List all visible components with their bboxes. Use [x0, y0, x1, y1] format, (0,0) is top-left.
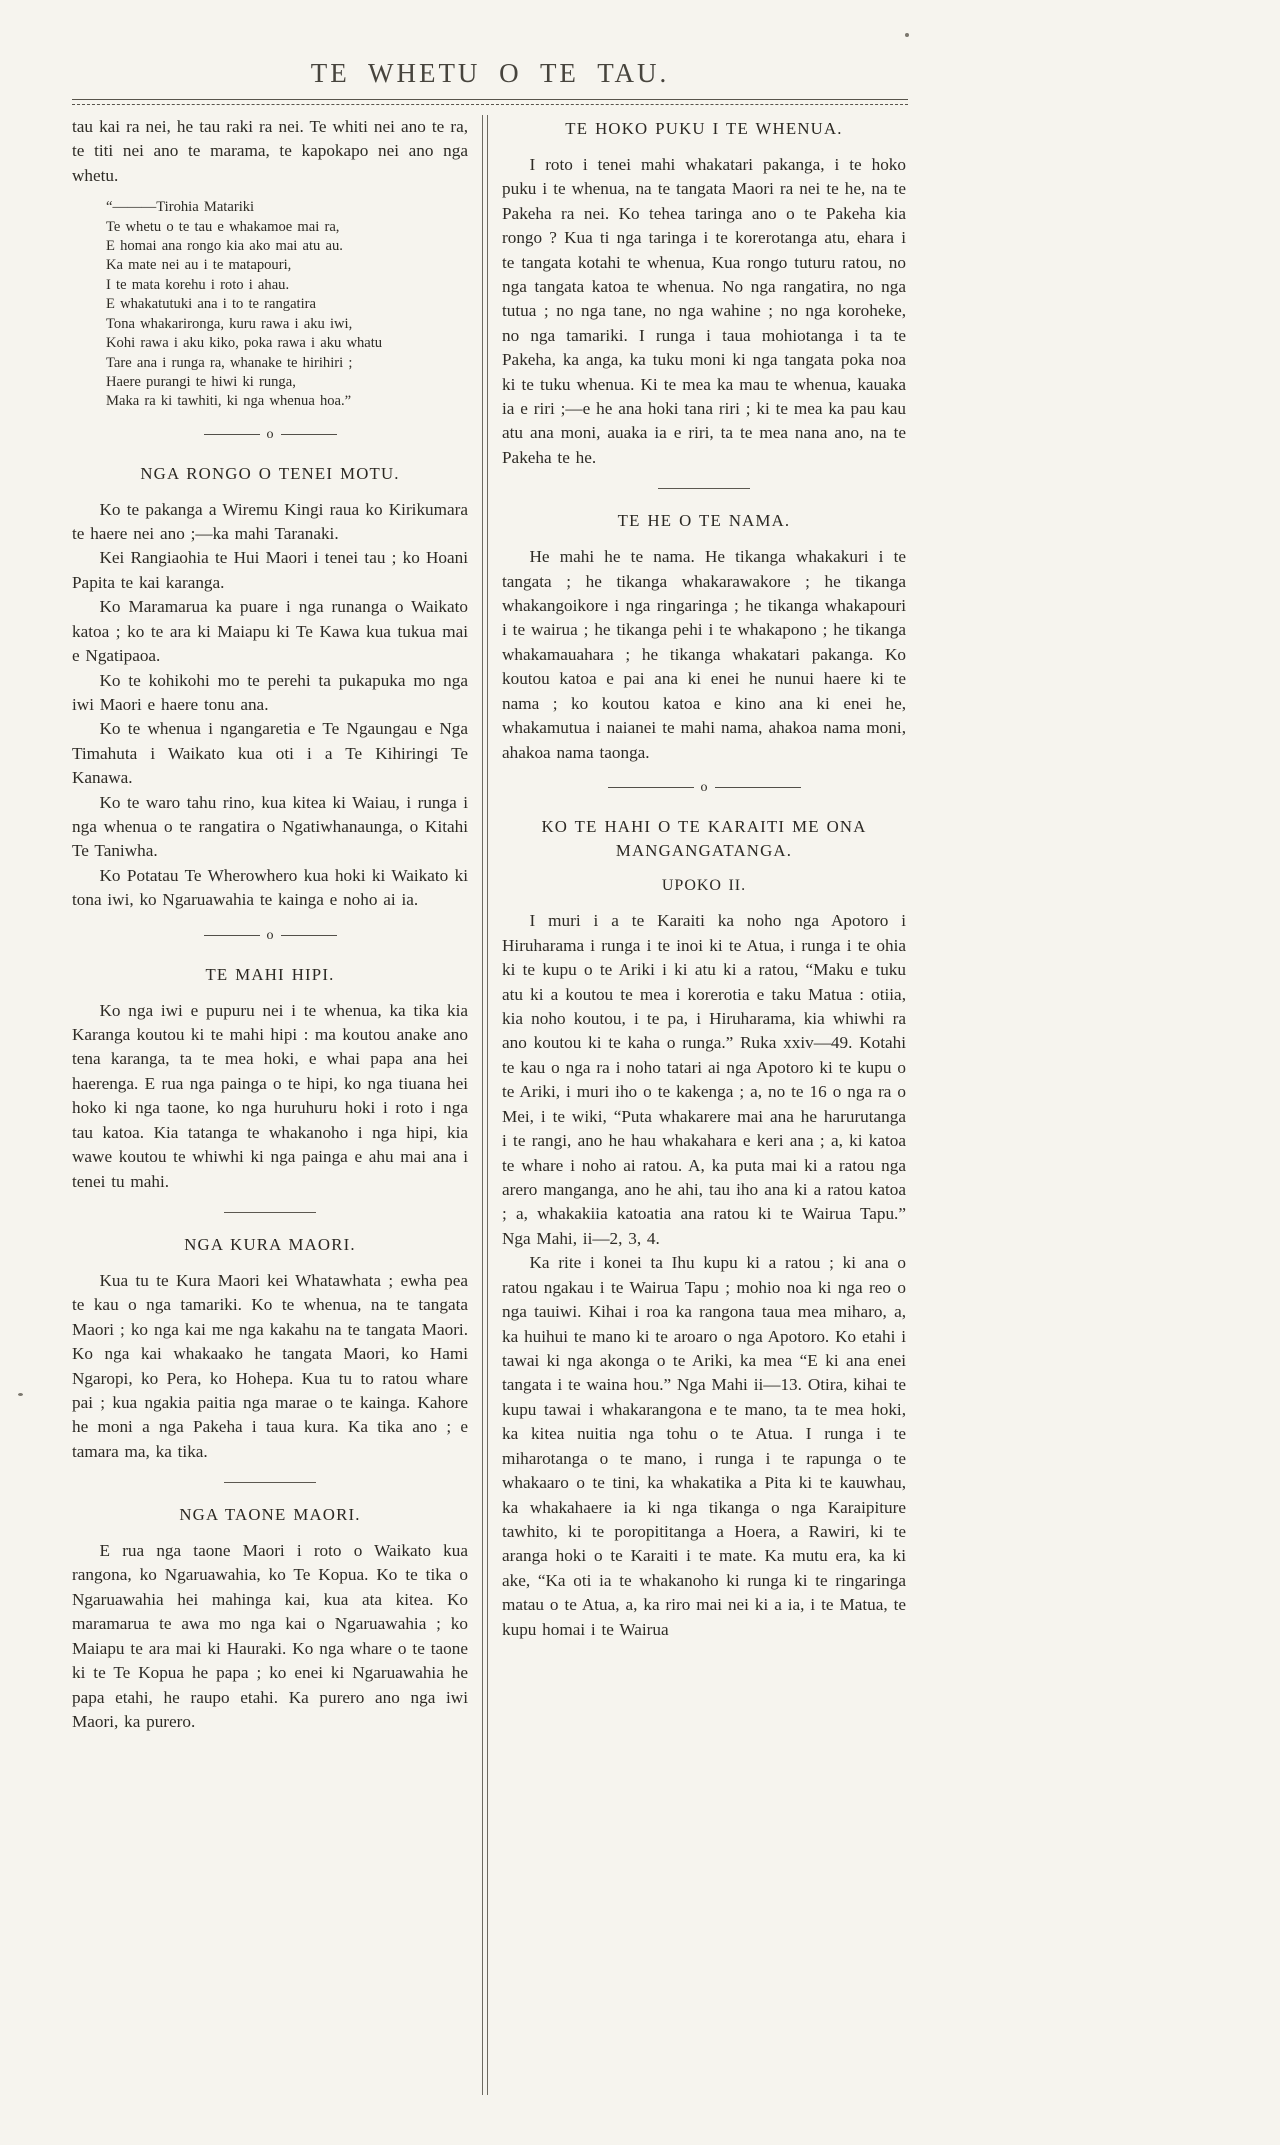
scan-speck: [18, 1393, 23, 1396]
section-heading-news: NGA RONGO O TENEI MOTU.: [140, 463, 400, 483]
masthead: [72, 58, 908, 105]
body-paragraph: Ko Maramarua ka puare i nga runanga o Waikato katoa ; ko te ara ki Maiapu ki Te Kawa kua tukua mai e Ngatipaoa.: [72, 597, 468, 666]
section-separator-ornament: [72, 929, 468, 943]
separator-glyph: o: [700, 779, 708, 795]
body-paragraph: He mahi he te nama. He tikanga whakakuri i te tangata ; he tikanga whakarawakore ; he tikanga whakangoikore i nga ringaringa ; he tikanga whakapouri i te wairua ; he tikanga pehi i te whakapono ; he tikanga whakamauahara ; he tikanga whakatari pakanga. Ko koutou katoa e pai ana ki enei he nunui haere ki te nama ; ko koutou katoa e kino ana ki enei he, whakamutua i naianei te mahi nama, ahakoa nama moni, ahakoa nama taonga.: [502, 547, 906, 762]
section-rule: [658, 488, 750, 489]
poem-line: E whakatutuki ana i to te rangatira: [106, 296, 316, 313]
body-paragraph: tau kai ra nei, he tau raki ra nei. Te whiti nei ano te ra, te titi nei ano te marama, te kapokapo nei ano nga whetu.: [72, 117, 468, 185]
body-paragraph: Ko te whenua i ngangaretia e Te Ngaungau e Nga Timahuta i Waikato kua oti i a Te Kihiringi Te Kanawa.: [72, 719, 468, 788]
chapter-subheading: UPOKO II.: [661, 876, 747, 894]
body-paragraph: Ko te waro tahu rino, kua kitea ki Waiau, i runga i nga whenua o te rangatira o Ngatiwhanaunga, o Kitahi Te Taniwha.: [72, 792, 468, 861]
poem-line: Maka ra ki tawhiti, ki nga whenua hoa.”: [106, 393, 352, 410]
body-paragraph: I muri i a te Karaiti ka noho nga Apotoro i Hiruharama i runga i te inoi ki te Atua, i runga i te ohia ki te kupu o te Ariki i ki atu ki a ratou, “Maku e tuku atu ki a koutou te mea i korerotia e taku Matua : otiia, kia noho koutou, i te pa, i Hiruharama, kia whiwhi ra ano koutou ki te kaha o runga.” Ruka xxiv—49. Kotahi te kau o nga ra i noho tatari ai nga Apotoro ki te kupu o te Ariki, i muri iho o te kakenga ; a, no te 16 o nga ra o Mei, i te wiki, “Puta whakarere mai ana he harurutanga i te rangi, ano he hau whakahara e keri ana ; a, ki katoa te whare i noho ai ratou. A, ka puta mai ki a ratou nga arero manganga, ano he ahi, tau iho ana ki a ratou katoa ; a, whakakiia katoatia ana ratou ki te Wairua Tapu.” Nga Mahi, ii—2, 3, 4.: [502, 911, 906, 1248]
column-divider: [482, 115, 488, 2095]
poem-line: Tare ana i runga ra, whanake te hirihiri ;: [106, 354, 353, 371]
poem-line: Kohi rawa i aku kiko, poka rawa i aku whatu: [106, 335, 383, 352]
poem-line: Ka mate nei au i te matapouri,: [106, 257, 292, 274]
separator-dash: [204, 434, 260, 435]
separator-glyph: o: [266, 426, 274, 442]
right-column: [490, 115, 906, 2095]
poem-line: E homai ana rongo kia ako mai atu au.: [106, 238, 343, 255]
section-rule: [224, 1482, 316, 1483]
body-paragraph: Ko te pakanga a Wiremu Kingi raua ko Kirikumara te haere nei ano ;—ka mahi Taranaki.: [72, 499, 468, 543]
section-heading-debt: TE HE O TE NAMA.: [617, 511, 791, 531]
poem-line: I te mata korehu i roto i ahau.: [106, 276, 290, 293]
section-heading-towns: NGA TAONE MAORI.: [179, 1505, 361, 1525]
section-separator-ornament: [502, 781, 906, 795]
section-separator-ornament: [72, 428, 468, 442]
poem-line: Te whetu o te tau e whakamoe mai ra,: [106, 218, 340, 235]
left-column: [72, 115, 480, 2095]
separator-dash: [608, 787, 694, 788]
body-paragraph: Ko Potatau Te Wherowhero kua hoki ki Waikato ki tona iwi, ko Ngaruawahia te kainga e noho ai ia.: [72, 865, 468, 910]
section-heading-land: TE HOKO PUKU I TE WHENUA.: [565, 119, 843, 138]
separator-dash: [204, 935, 260, 936]
body-paragraph: I roto i tenei mahi whakatari pakanga, i te hoko puku i te whenua, na te tangata Maori ra nei te he, na te Pakeha ra nei. Ko tehea taringa ano o te Pakeha kia rongo ? Kua ti nga taringa i te korerotanga atu, ehara i te tangata kotahi te whenua, Kua rongo tuturu ratou, no nga tangata katoa te whenua. No nga rangatira, no nga tutua ; no nga tane, no nga wahine ; no nga koroheke, no nga tamariki. I runga i taua mohiotanga i ta te Pakeha, ka anga, ka tuku moni ki nga tangata poka noa ki te tuku whenua. Ki te mea ka mau te whenua, kauaka ia e riri ;—e he ana hoki tana riri ; ki te mea ka pau kau atu ana moni, auaka ia e riri, ta te mea nana ano, na te Pakeha te he.: [502, 154, 906, 467]
poem-line: Haere purangi te hiwi ki runga,: [106, 373, 296, 390]
poem-line: “———Tirohia Matariki: [106, 199, 255, 216]
page-title: TE WHETU O TE TAU.: [310, 58, 670, 88]
body-paragraph: Ko nga iwi e pupuru nei i te whenua, ka tika kia Karanga koutou ki te mahi hipi : ma koutou anake ano tena karanga, ta te mea hoki, e whai papa ana hei haerenga. E rua nga painga o te hipi, ko nga tiuana hei hoko ki nga taone, ko nga huruhuru hoki i roto i nga tau katoa. Kia tatanga te whakanoho i nga hipi, kia wawe koutou te whiwhi ki nga painga e ahu mai ana i tenei tu mahi.: [72, 1000, 468, 1191]
body-paragraph: Kei Rangiaohia te Hui Maori i tenei tau ; ko Hoani Papita te kai karanga.: [72, 548, 468, 592]
section-rule: [224, 1212, 316, 1213]
poem-line: Tona whakarironga, kuru rawa i aku iwi,: [106, 315, 353, 332]
section-heading-church: KO TE HAHI O TE KARAITI ME ONA MANGANGATANGA.: [541, 816, 867, 860]
poem-block: [106, 198, 468, 411]
separator-dash: [281, 935, 337, 936]
scan-speck: [905, 33, 909, 37]
body-paragraph: Ko te kohikohi mo te perehi ta pukapuka mo nga iwi Maori e haere tonu ana.: [72, 670, 468, 714]
columns: [72, 115, 908, 2095]
printed-area: [72, 0, 908, 2095]
body-paragraph: Ka rite i konei ta Ihu kupu ki a ratou ; ki ana o ratou ngakau i te Wairua Tapu ; mohio noa ki nga reo o nga tauiwi. Kihai i roa ka rangona taua mea miharo, a, ka huihui te mano ki te aroaro o nga Apotoro. Ko etahi i tawai ki nga akonga o te Ariki, ka mea “E ki ana enei tangata i te waina hou.” Nga Mahi ii—13. Otira, kihai te kupu tawai i whakarangona e te mano, ta te mea hoki, ka kitea nuitia nga tohu o te Atua. I runga i te miharotanga o te mano, i runga i te rapunga o te whakaaro o te tini, ka whakatika a Pita ki te kauwhau, ka whakahaere ia ki nga tikanga o nga Karaipiture tawhito, ki te poropititanga a Hoera, a Rawiri, ki te aranga hoki o te Karaiti i te mate. Ka mutu era, ka ki ake, “Ka oti ia te whakanoho ki runga ki te ringaringa matau o te Atua, a, ka riro mai nei ki a ia, i te Matua, te kupu homai i te Wairua: [502, 1253, 906, 1639]
body-paragraph: E rua nga taone Maori i roto o Waikato kua rangona, ko Ngaruawahia, ko Te Kopua. Ko te tika o Ngaruawahia hei mahinga kai, kua ata kitea. Ko maramarua te awa mo nga kai o Ngaruawahia ; ko Maiapu te ara mai ki Hauraki. Ko nga whare o te taone ki te Te Kopua he papa ; ko enei ki Ngaruawahia he papa etahi, he raupo etahi. Ka purero ano nga iwi Maori, ka purero.: [72, 1541, 468, 1731]
separator-dash: [281, 434, 337, 435]
separator-glyph: o: [266, 927, 274, 943]
section-heading-schools: NGA KURA MAORI.: [184, 1234, 356, 1254]
body-paragraph: Kua tu te Kura Maori kei Whatawhata ; ewha pea te kau o nga tamariki. Ko te whenua, na te tangata Maori ; ko nga kai me nga kakahu na te tangata Maori. Ko nga kai whakaako he tangata Maori, ko Hami Ngaropi, ko Pera, ko Hohepa. Kua tu to ratou whare pai ; kua ngakia paitia nga marae o te kainga. Kahore he moni a nga Pakeha i taua kura. Ka tika ano ; e tamara ma, ka tika.: [72, 1270, 468, 1461]
masthead-rule: [72, 99, 908, 105]
section-heading-sheep: TE MAHI HIPI.: [205, 964, 335, 984]
separator-dash: [715, 787, 801, 788]
